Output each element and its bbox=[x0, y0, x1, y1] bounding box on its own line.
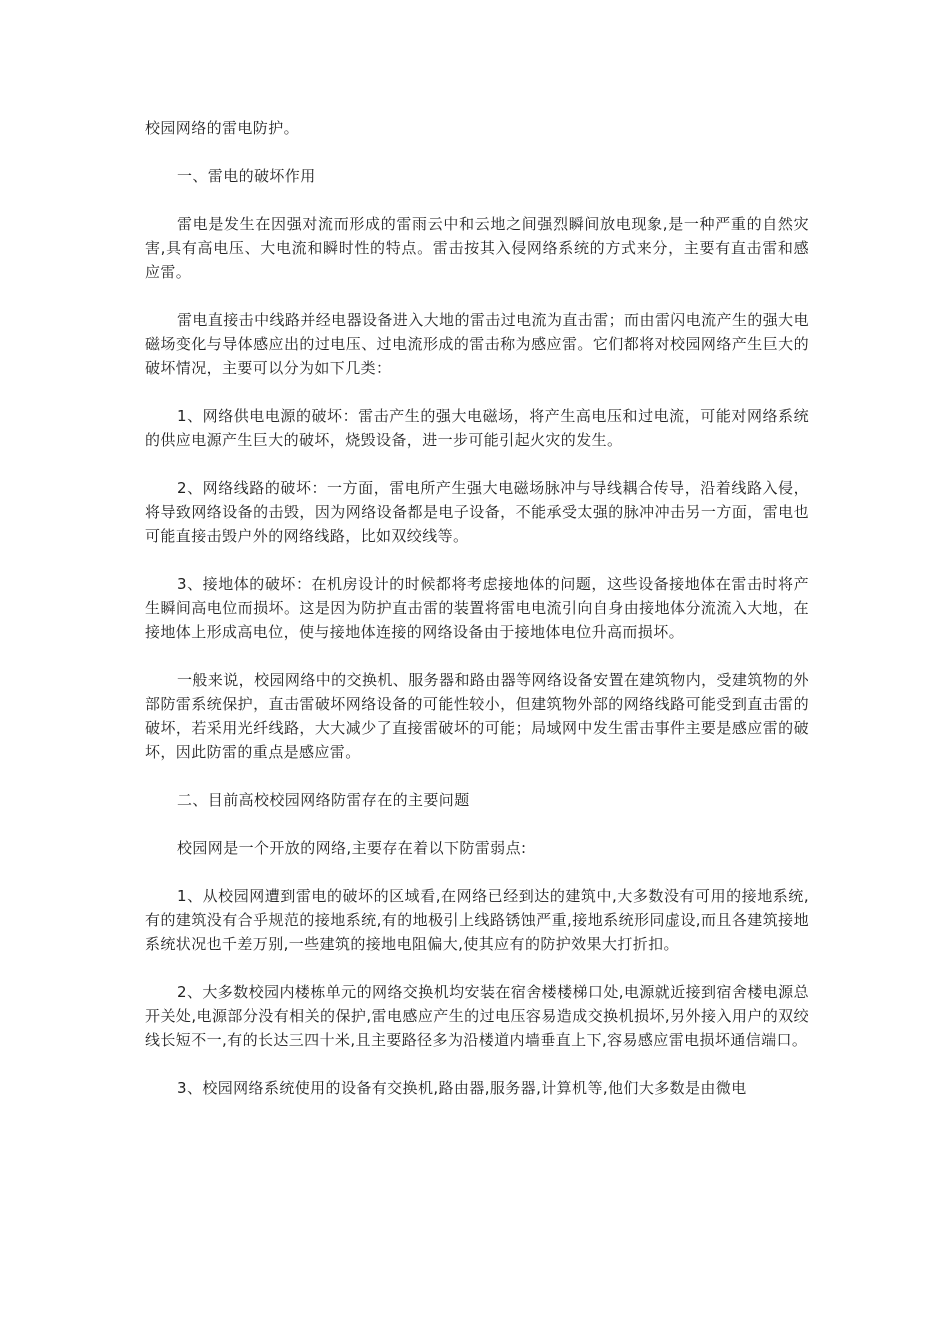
doc-title: 校园网络的雷电防护。 bbox=[145, 119, 300, 137]
list-item-2: 2、大多数校园内楼栋单元的网络交换机均安装在宿舍楼楼梯口处,电源就近接到宿舍楼电源总开关处,电源部分没有相关的保护,雷电感应产生的过电压容易造成交换机损坏,另外接入用户的双绞线长短不一,有的长达三四十米,且主要路径多为沿楼道内墙垂直上下,容易感应雷电损坏通信端口。 bbox=[145, 983, 809, 1049]
paragraph: 一般来说，校园网络中的交换机、服务器和路由器等网络设备安置在建筑物内，受建筑物的外部防雷系统保护，直击雷破坏网络设备的可能性较小，但建筑物外部的网络线路可能受到直击雷的破坏，若采用光纤线路，大大减少了直接雷破坏的可能；局域网中发生雷击事件主要是感应雷的破坏，因此防雷的重点是感应雷。 bbox=[145, 671, 809, 761]
document-body bbox=[145, 116, 809, 1124]
list-item-1: 1、网络供电电源的破坏：雷击产生的强大电磁场，将产生高电压和过电流，可能对网络系统的供应电源产生巨大的破坏，烧毁设备，进一步可能引起火灾的发生。 bbox=[145, 407, 809, 449]
paragraph: 雷电是发生在因强对流而形成的雷雨云中和云地之间强烈瞬间放电现象,是一种严重的自然灾害,具有高电压、大电流和瞬时性的特点。雷击按其入侵网络系统的方式来分，主要有直击雷和感应雷。 bbox=[145, 215, 809, 281]
section-heading-2: 二、目前高校校园网络防雷存在的主要问题 bbox=[177, 791, 470, 809]
list-item-3: 3、校园网络系统使用的设备有交换机,路由器,服务器,计算机等,他们大多数是由微电 bbox=[177, 1079, 747, 1097]
list-item-3: 3、接地体的破坏：在机房设计的时候都将考虑接地体的问题，这些设备接地体在雷击时将产生瞬间高电位而损坏。这是因为防护直击雷的装置将雷电电流引向自身由接地体分流流入大地，在接地体上形成高电位，使与接地体连接的网络设备由于接地体电位升高而损坏。 bbox=[145, 575, 809, 641]
paragraph: 校园网是一个开放的网络,主要存在着以下防雷弱点: bbox=[177, 839, 527, 857]
paragraph: 雷电直接击中线路并经电器设备进入大地的雷击过电流为直击雷；而由雷闪电流产生的强大电磁场变化与导体感应出的过电压、过电流形成的雷击称为感应雷。它们都将对校园网络产生巨大的破坏情况，主要可以分为如下几类： bbox=[145, 311, 809, 377]
section-heading-1: 一、雷电的破坏作用 bbox=[177, 167, 316, 185]
list-item-1: 1、从校园网遭到雷电的破坏的区域看,在网络已经到达的建筑中,大多数没有可用的接地系统,有的建筑没有合乎规范的接地系统,有的地极引上线路锈蚀严重,接地系统形同虚设,而且各建筑接地系统状况也千差万别,一些建筑的接地电阻偏大,使其应有的防护效果大打折扣。 bbox=[145, 887, 809, 953]
list-item-2: 2、网络线路的破坏：一方面，雷电所产生强大电磁场脉冲与导线耦合传导，沿着线路入侵，将导致网络设备的击毁，因为网络设备都是电子设备，不能承受太强的脉冲冲击另一方面，雷电也可能直接击毁户外的网络线路，比如双绞线等。 bbox=[145, 479, 809, 545]
